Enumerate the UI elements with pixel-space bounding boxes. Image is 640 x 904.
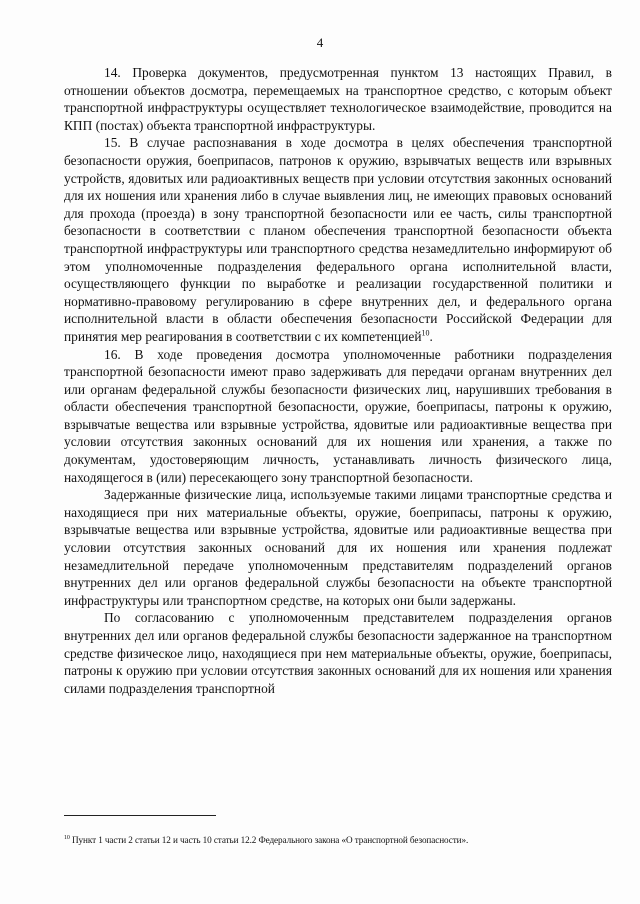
paragraph-15-text: 15. В случае распознавания в ходе досмотра в целях обеспечения транспортной безопасности оружия, боеприпасов, патронов к оружию, взрывчатых веществ или взрывных устройств, ядовитых или радиоактивных веществ при условии отсутствия законных оснований для их ношения или хранения либо в случае выявления лиц, не имеющих правовых оснований для прохода (проезда) в зону транспортной безопасности или ее часть, силы транспортной безопасности в соответствии с планом обеспечения транспортной безопасности объекта транспортной инфраструктуры или транспортного средства незамедлительно информируют об этом уполномоченные подразделения федерального органа исполнительной власти, осуществляющего функции по выработке и реализации государственной политики и нормативно-правовому регулированию в сфере внутренних дел, и федерального органа исполнительной власти в области обеспечения безопасности Российской Федерации для принятия мер реагирования в соответствии с их компетенцией (64, 135, 612, 344)
paragraph-15 (64, 134, 612, 345)
paragraph-16: 16. В ходе проведения досмотра уполномоченные работники подразделения транспортной безопасности имеют право задерживать для передачи органам внутренних дел или органам федеральной службы безопасности физических лиц, нарушивших требования в области обеспечения транспортной безопасности, оружие, боеприпасы, патроны к оружию, взрывчатые вещества или взрывные устройства, ядовитые или радиоактивные вещества при условии отсутствия законных оснований для их ношения или хранения, а также по документам, удостоверяющим личность, устанавливать личность физического лица, находящегося в (или) пересекающего зону транспортной безопасности. (64, 346, 612, 485)
footnote (64, 834, 612, 846)
footnote-text: Пункт 1 части 2 статьи 12 и часть 10 статьи 12.2 Федерального закона «О транспортной безопасности». (69, 835, 469, 845)
paragraph-16-detained: Задержанные физические лица, используемые такими лицами транспортные средства и находящиеся при них материальные объекты, оружие, боеприпасы, патроны к оружию, взрывчатые вещества или взрывные устройства, ядовитые или радиоактивные вещества при условии отсутствия законных оснований для их ношения или хранения подлежат незамедлительной передаче уполномоченным представителям подразделений органов внутренних дел или органов федеральной службы безопасности на объекте транспортной инфраструктуры или транспортном средстве, на которых они были задержаны. (64, 487, 612, 608)
footnote-divider (64, 815, 216, 816)
footnote-reference[interactable]: 10 (421, 328, 430, 338)
paragraph-14: 14. Проверка документов, предусмотренная пунктом 13 настоящих Правил, в отношении объектов досмотра, перемещаемых на транспортное средство, с которым объект транспортной инфраструктуры осуществляет технологическое взаимодействие, проводится на КПП (постах) объекта транспортной инфраструктуры. (64, 65, 612, 133)
document-body (64, 64, 612, 697)
paragraph-15-end: . (429, 328, 433, 344)
page-number: 4 (316, 35, 324, 50)
footnote-number: 10 (64, 834, 70, 841)
paragraph-16-agreement: По согласованию с уполномоченным представителем подразделения органов внутренних дел или органов федеральной службы безопасности задержанное на транспортном средстве физическое лицо, находящиеся при нем материальные объекты, оружие, боеприпасы, патроны к оружию при условии отсутствия законных оснований для их ношения или хранения силами подразделения транспортной (64, 610, 612, 696)
